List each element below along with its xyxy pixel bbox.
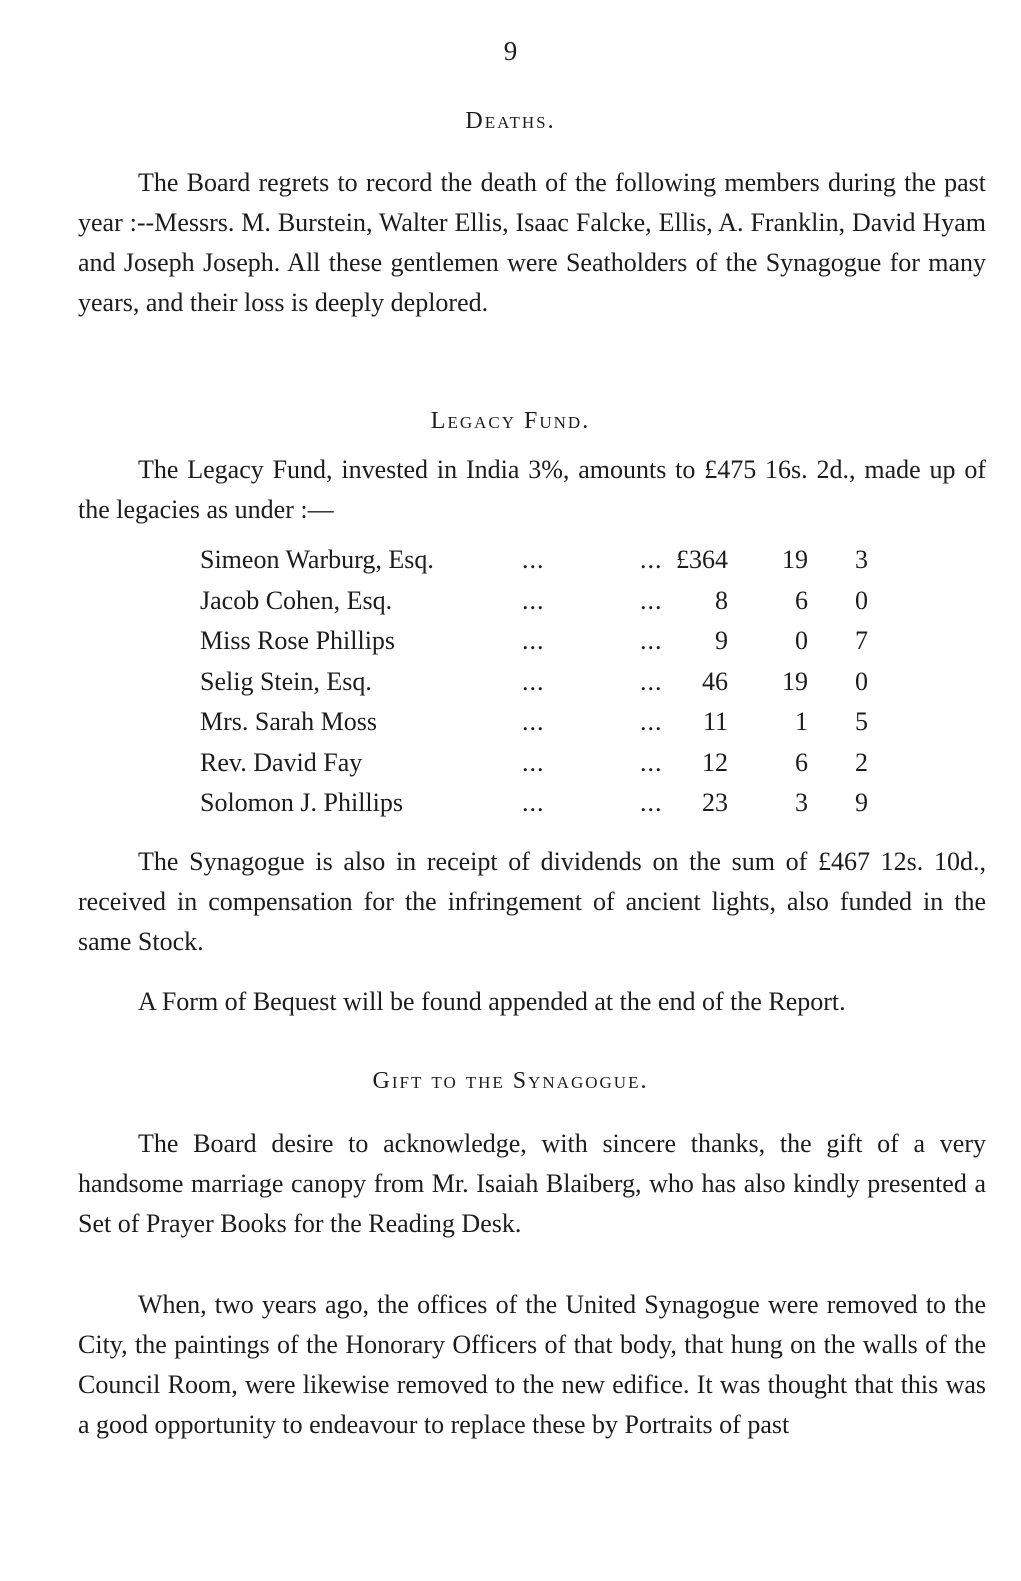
legacy-row <box>200 702 880 743</box>
bequest-paragraph: A Form of Bequest will be found appended at the end of the Report. <box>138 987 846 1016</box>
legacy-name: Selig Stein, Esq. <box>200 666 372 696</box>
legacy-pence: 0 <box>855 585 868 615</box>
legacy-pence: 9 <box>855 788 868 817</box>
legacies-table <box>200 540 880 824</box>
legacy-name: Rev. David Fay <box>200 747 363 777</box>
gift-paragraph-1: The Board desire to acknowledge, with sincere thanks, the gift of a very handsome marriage canopy from Mr. Isaiah Blaiberg, who has also kindly presented a Set of Prayer Books for the Reading Desk. <box>78 1129 986 1238</box>
legacy-shillings: 19 <box>782 666 808 696</box>
legacy-pounds: £364 <box>676 545 728 574</box>
legacy-pounds: 11 <box>702 707 728 736</box>
leader-dots: ... <box>522 626 545 655</box>
legacy-name: Mrs. Sarah Moss <box>200 707 377 736</box>
gift-paragraph-2: When, two years ago, the offices of the United Synagogue were removed to the City, the paintings of the Honorary Officers of that body, that hung on the walls of the Council Room, were likewise removed to the new edifice. It was thought that this was a good opportunity to endeavour to replace these by Portraits of past <box>78 1290 986 1439</box>
legacy-pence: 2 <box>855 747 868 777</box>
leader-dots: ... <box>640 626 663 655</box>
legacy-pence: 3 <box>855 545 868 574</box>
legacy-shillings: 3 <box>795 788 808 817</box>
legacy-shillings: 6 <box>795 585 808 615</box>
legacy-pence: 0 <box>855 666 868 696</box>
legacy-pounds: 9 <box>715 626 728 655</box>
leader-dots: ... <box>522 707 545 736</box>
legacy-row <box>200 783 880 824</box>
leader-dots: ... <box>522 747 545 777</box>
leader-dots: ... <box>522 585 545 615</box>
leader-dots: ... <box>640 666 663 696</box>
leader-dots: ... <box>640 707 663 736</box>
legacy-pounds: 12 <box>702 747 728 777</box>
deaths-paragraph: The Board regrets to record the death of the following members during the past year :--Messrs. M. Burstein, Walter Ellis, Isaac Falcke, Ellis, A. Franklin, David Hyam and Joseph Joseph. All these gentlemen were Seatholders of the Synagogue for many years, and their loss is deeply deplored. <box>78 168 986 317</box>
leader-dots: ... <box>640 545 663 574</box>
leader-dots: ... <box>522 545 545 574</box>
legacy-pounds: 23 <box>702 788 728 817</box>
legacy-fund-intro: The Legacy Fund, invested in India 3%, amounts to £475 16s. 2d., made up of the legacies as under :— <box>78 455 986 524</box>
legacy-shillings: 6 <box>795 747 808 777</box>
legacy-name: Miss Rose Phillips <box>200 626 396 655</box>
legacy-name: Solomon J. Phillips <box>200 788 403 817</box>
legacy-shillings: 1 <box>795 707 808 736</box>
legacy-fund-heading: Legacy Fund. <box>430 408 591 434</box>
gift-heading: Gift to the Synagogue. <box>372 1068 649 1094</box>
legacy-pounds: 46 <box>702 666 728 696</box>
leader-dots: ... <box>522 666 545 696</box>
legacy-name: Simeon Warburg, Esq. <box>200 545 434 574</box>
legacy-name: Jacob Cohen, Esq. <box>200 585 393 615</box>
leader-dots: ... <box>522 788 545 817</box>
legacy-row <box>200 743 880 784</box>
legacy-pence: 7 <box>855 626 868 655</box>
legacy-pence: 5 <box>855 707 868 736</box>
legacy-row <box>200 540 880 581</box>
dividends-paragraph: The Synagogue is also in receipt of dividends on the sum of £467 12s. 10d., received in compensation for the infringement of ancient lights, also funded in the same Stock. <box>78 847 986 956</box>
legacy-row <box>200 581 880 622</box>
legacy-row <box>200 621 880 662</box>
leader-dots: ... <box>640 747 663 777</box>
legacy-row <box>200 662 880 703</box>
leader-dots: ... <box>640 788 663 817</box>
legacy-shillings: 0 <box>795 626 808 655</box>
leader-dots: ... <box>640 585 663 615</box>
legacy-shillings: 19 <box>782 545 808 574</box>
deaths-heading: Deaths. <box>465 108 556 134</box>
legacy-pounds: 8 <box>715 585 728 615</box>
page-number: 9 <box>503 36 518 66</box>
